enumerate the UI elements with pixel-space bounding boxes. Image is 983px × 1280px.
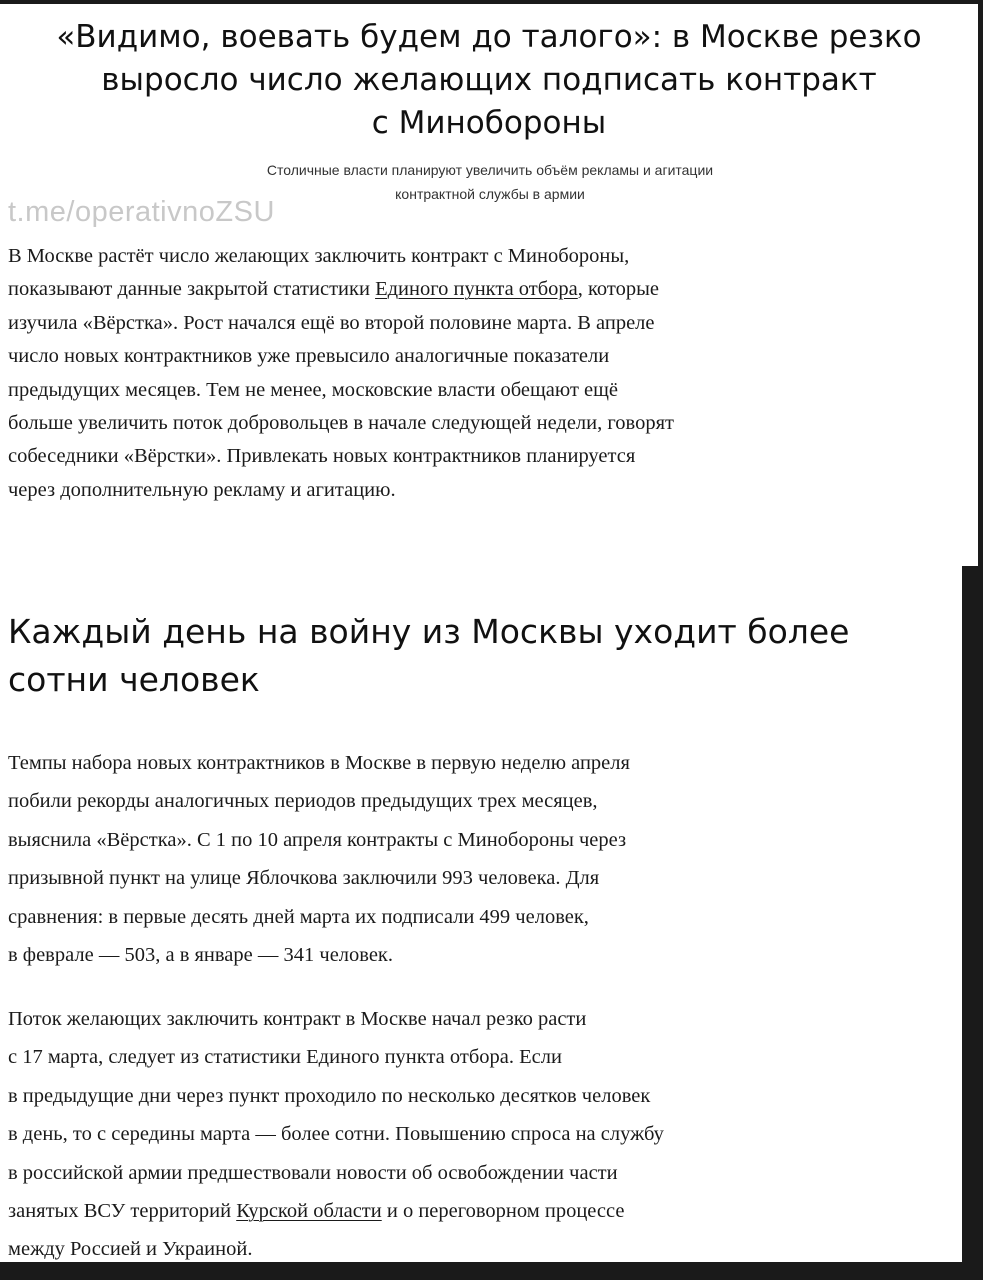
paragraph-line: больше увеличить поток добровольцев в начале следующей недели, говорят — [8, 412, 674, 435]
headline-line: «Видимо, воевать будем до талого»: в Москве резко — [56, 19, 922, 55]
article-headline — [0, 16, 978, 145]
paragraph-line: в день, то с середины марта — более сотни. Повышению спроса на службу — [8, 1123, 664, 1146]
paragraph-line: число новых контрактников уже превысило аналогичные показатели — [8, 345, 610, 368]
frame-right-edge-top — [978, 0, 983, 566]
subheadline-line: контрактной службы в армии — [395, 186, 585, 202]
article-paragraph-volunteer-flow — [8, 1000, 953, 1269]
link-kursk-region[interactable]: Курской области — [236, 1200, 382, 1223]
paragraph-text: , которые — [577, 278, 659, 301]
paragraph-line: предыдущих месяцев. Тем не менее, московские власти обещают ещё — [8, 378, 619, 401]
paragraph-text: занятых ВСУ территорий — [8, 1200, 237, 1223]
paragraph-line: собеседники «Вёрстки». Привлекать новых контрактников планируется — [8, 445, 636, 468]
headline-line: выросло число желающих подписать контракт — [101, 62, 877, 98]
paragraph-line: выяснила «Вёрстка». С 1 по 10 апреля контракты с Минобороны через — [8, 828, 627, 851]
paragraph-line: сравнения: в первые десять дней марта их подписали 499 человек, — [8, 905, 589, 928]
paragraph-line: в феврале — 503, а в январе — 341 человек. — [8, 944, 394, 967]
link-unified-selection-point[interactable]: Единого пункта отбора — [375, 278, 578, 301]
paragraph-line: изучила «Вёрстка». Рост начался ещё во второй половине марта. В апреле — [8, 311, 655, 334]
section-title-line: сотни человек — [8, 660, 260, 699]
paragraph-line: в российской армии предшествовали новости об освобождении части — [8, 1161, 618, 1184]
section-title-line: Каждый день на войну из Москвы уходит более — [8, 612, 850, 651]
article-paragraph-recruitment-pace — [8, 744, 953, 974]
channel-watermark: t.me/operativnoZSU — [8, 196, 275, 228]
paragraph-text: показывают данные закрытой статистики — [8, 278, 376, 301]
frame-right-edge-bottom — [962, 566, 983, 1280]
paragraph-line: между Россией и Украиной. — [8, 1238, 253, 1261]
paragraph-line — [8, 1192, 953, 1230]
paragraph-line: в предыдущие дни через пункт проходило по несколько десятков человек — [8, 1084, 651, 1107]
paragraph-line: Темпы набора новых контрактников в Москве в первую неделю апреля — [8, 752, 630, 774]
subheadline-line: Столичные власти планируют увеличить объём рекламы и агитации — [266, 162, 714, 178]
paragraph-line: призывной пункт на улице Яблочкова заключили 993 человека. Для — [8, 867, 600, 890]
paragraph-text: и о переговорном процессе — [381, 1200, 625, 1223]
paragraph-line: побили рекорды аналогичных периодов предыдущих трех месяцев, — [8, 790, 598, 813]
headline-line: с Минобороны — [371, 105, 607, 141]
paragraph-line: Поток желающих заключить контракт в Москве начал резко расти — [8, 1008, 587, 1030]
article-intro-paragraph — [8, 240, 958, 507]
paragraph-line — [8, 273, 958, 306]
paragraph-line: с 17 марта, следует из статистики Единого пункта отбора. Если — [8, 1046, 562, 1069]
section-title — [8, 608, 958, 704]
paragraph-line: через дополнительную рекламу и агитацию. — [8, 478, 396, 501]
paragraph-line: В Москве растёт число желающих заключить контракт с Минобороны, — [8, 245, 630, 267]
